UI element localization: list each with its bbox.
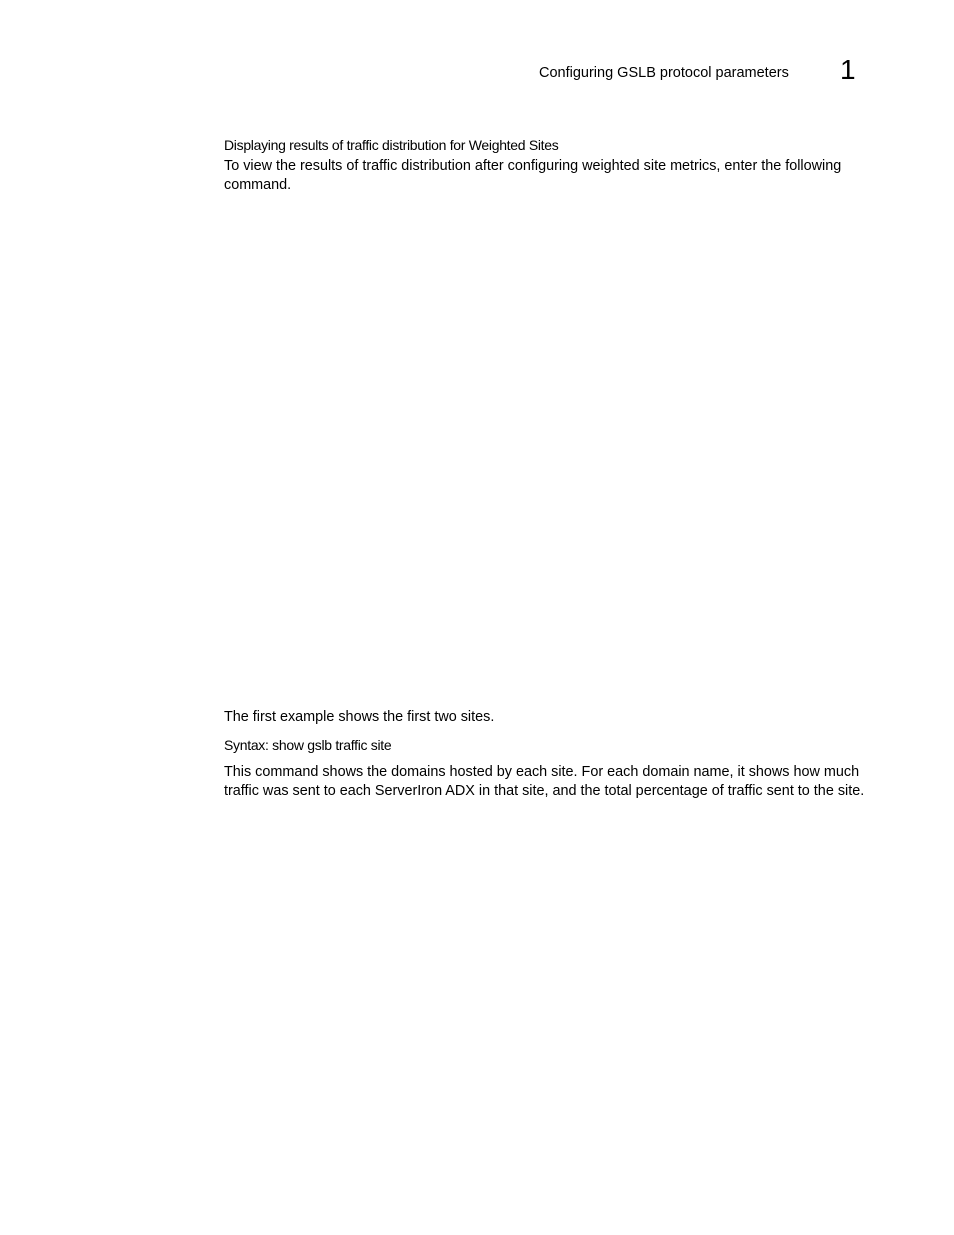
chapter-number: 1 xyxy=(840,54,856,85)
description-paragraph: This command shows the domains hosted by each site. For each domain name, it shows how much traffic was sent to each ServerIron ADX in that site, and the total percentage of traffic sent to the site. xyxy=(224,764,865,799)
command-output-area xyxy=(224,205,872,685)
syntax-line: Syntax: show gslb traffic site xyxy=(224,737,392,753)
section-block xyxy=(224,136,872,195)
section-heading: Displaying results of traffic distribution for Weighted Sites xyxy=(224,137,559,153)
example-caption: The first example shows the first two sites. xyxy=(224,709,495,725)
intro-paragraph: To view the results of traffic distribution after configuring weighted site metrics, enter the following command. xyxy=(224,158,842,193)
running-header-title: Configuring GSLB protocol parameters xyxy=(539,65,789,81)
